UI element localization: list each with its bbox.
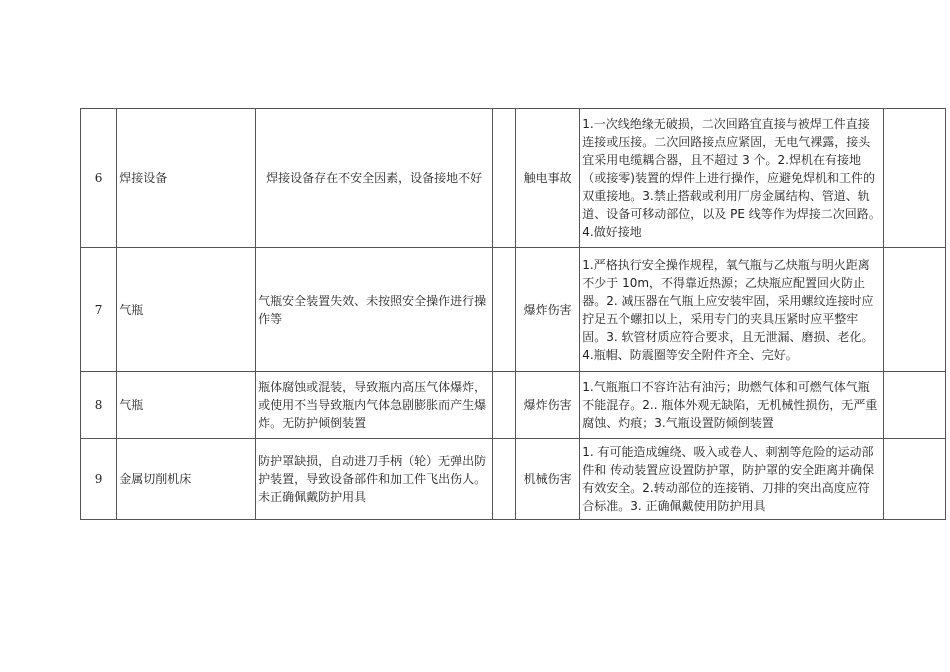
- control-measures: 1.气瓶瓶口不容许沾有油污；助燃气体和可燃气体气瓶不能混存。2.. 瓶体外观无缺陷，无机械性损伤，无严重腐蚀、灼痕；3.气瓶设置防倾倒装置: [580, 372, 884, 439]
- hazard-description: 气瓶安全装置失效、未按照安全操作进行操作等: [256, 248, 493, 372]
- accident-type: 爆炸伤害: [516, 372, 580, 439]
- empty-cell: [493, 248, 516, 372]
- control-measures: 1. 有可能造成缠绕、吸入或卷人、刺割等危险的运动部件和 传动装置应设置防护罩，防护罩的安全距离并确保有效安全。2.转动部位的连接销、刀排的突出高度应符合标准。3. 正确佩戴使用防护用具: [580, 439, 884, 520]
- row-number: 7: [81, 248, 117, 372]
- row-number: 9: [81, 439, 117, 520]
- table-row: [81, 439, 946, 520]
- equipment-name: 焊接设备: [117, 109, 256, 248]
- row-number: 6: [81, 109, 117, 248]
- accident-type: 爆炸伤害: [516, 248, 580, 372]
- hazard-description: 防护罩缺损，自动进刀手柄（轮）无弹出防护装置，导致设备部件和加工件飞出伤人。未正确佩戴防护用具: [256, 439, 493, 520]
- equipment-name: 气瓶: [117, 372, 256, 439]
- accident-type: 机械伤害: [516, 439, 580, 520]
- row-number: 8: [81, 372, 117, 439]
- empty-cell: [493, 372, 516, 439]
- empty-cell: [883, 372, 945, 439]
- risk-table: [80, 108, 946, 520]
- table-row: [81, 109, 946, 248]
- control-measures: 1.一次线绝缘无破损，二次回路宜直接与被焊工件直接连接或压接。二次回路接点应紧固，无电气裸露，接头宜采用电缆耦合器，且不超过 3 个。2.焊机在有接地（或接零)装置的焊件上进行操作，应避免焊机和工件的双重接地。3.禁止搭载或利用厂房金属结构、管道、轨道、设备可移动部位，以及 PE 线等作为焊接二次回路。4.做好接地: [580, 109, 884, 248]
- table-row: [81, 248, 946, 372]
- equipment-name: 气瓶: [117, 248, 256, 372]
- hazard-description: 焊接设备存在不安全因素，设备接地不好: [256, 109, 493, 248]
- empty-cell: [493, 439, 516, 520]
- empty-cell: [883, 439, 945, 520]
- control-measures: 1.严格执行安全操作规程，氧气瓶与乙炔瓶与明火距离不少于 10m，不得靠近热源；乙炔瓶应配置回火防止器。2. 减压器在气瓶上应安装牢固，采用螺纹连接时应拧足五个螺扣以上，采用专门的夹具压紧时应平整牢固。3. 软管材质应符合要求，且无泄漏、磨损、老化。4.瓶帽、防震圈等安全附件齐全、完好。: [580, 248, 884, 372]
- table-row: [81, 372, 946, 439]
- equipment-name: 金属切削机床: [117, 439, 256, 520]
- empty-cell: [883, 109, 945, 248]
- empty-cell: [883, 248, 945, 372]
- hazard-description: 瓶体腐蚀或混装，导致瓶内高压气体爆炸，或使用不当导致瓶内气体急剧膨胀而产生爆炸。无防护倾倒装置: [256, 372, 493, 439]
- empty-cell: [493, 109, 516, 248]
- accident-type: 触电事故: [516, 109, 580, 248]
